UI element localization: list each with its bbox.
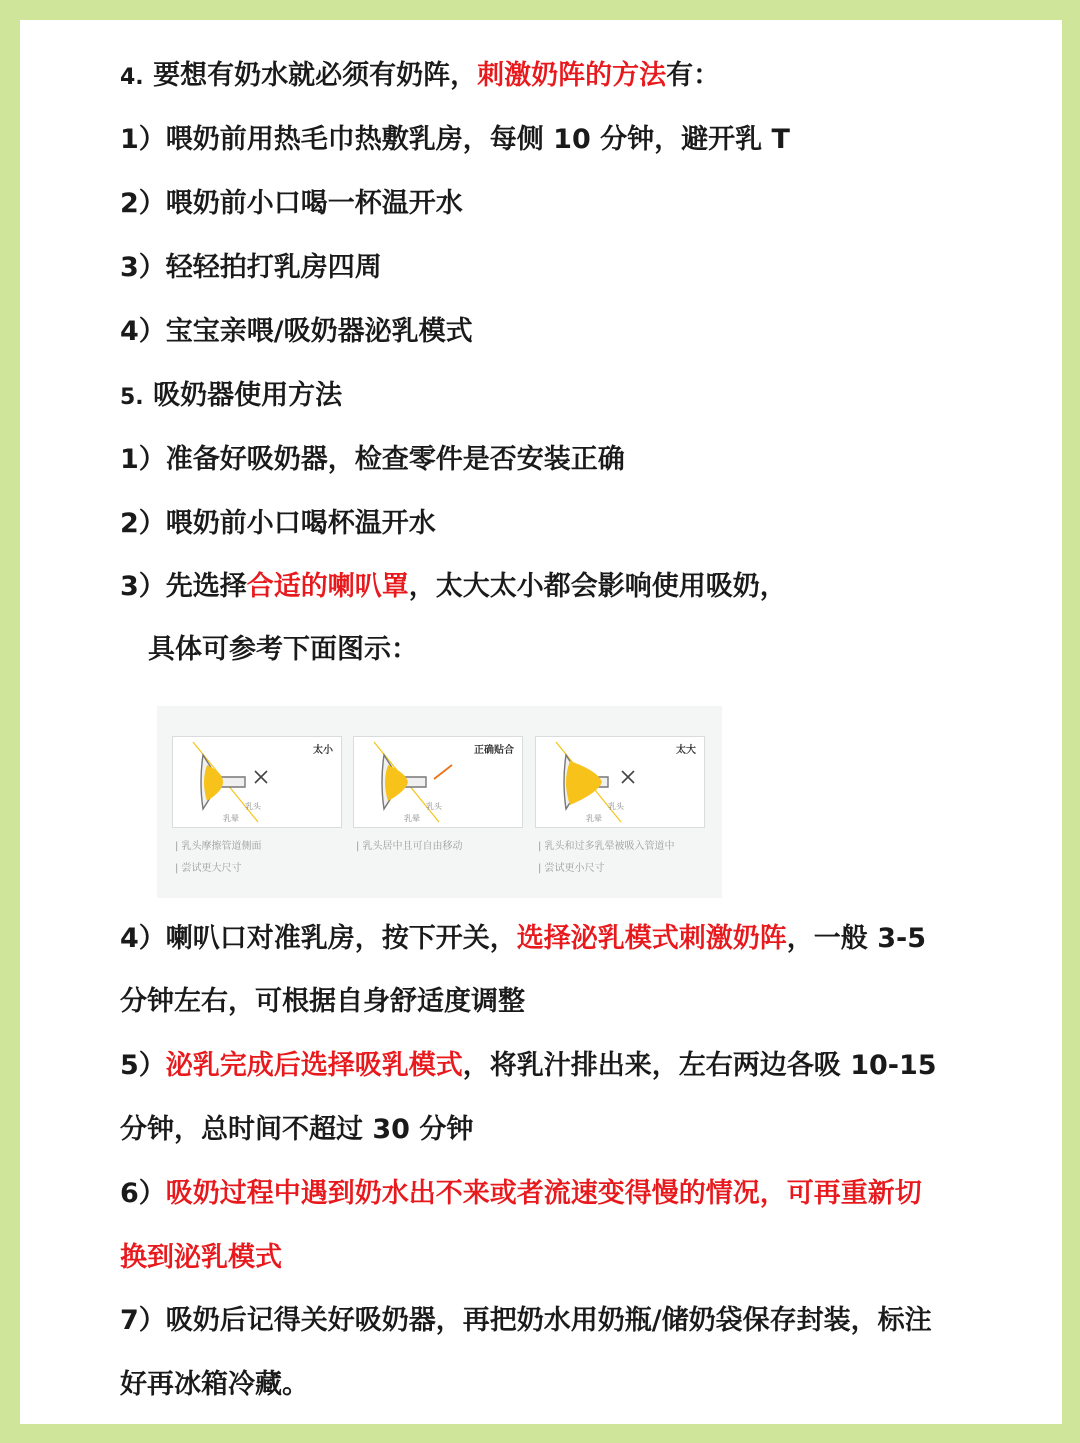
caption-too-big-line-1: | 乳头和过多乳晕被吸入管道中 [538,841,675,852]
item-3-highlight: 合适的喇叭罩 [246,571,409,602]
section-4-title-end: 有： [666,60,721,91]
item-3-text: 3）先选择 [120,571,247,602]
section-4-heading [120,58,720,96]
label-areola: 乳晕 [223,814,239,823]
section-4-item-2: 2）喂奶前小口喝一杯温开水 [120,188,463,219]
section-5-item-1: 1）准备好吸奶器，检查零件是否安装正确 [120,444,625,475]
section-5-title: 吸奶器使用方法 [153,380,343,411]
fit-panel-correct [353,736,523,828]
caption-too-small-line-2: | 尝试更大尺寸 [175,863,242,874]
section-5-item-7: 7）吸奶后记得关好吸奶器，再把奶水用奶瓶/储奶袋保存封装，标注 [120,1305,932,1336]
item-4-highlight: 选择泌乳模式刺激奶阵 [516,923,787,954]
item-4-text: 4）喇叭口对准乳房，按下开关， [120,923,517,954]
fit-panel-too-small [172,736,342,828]
caption-too-small-line-1: | 乳头摩擦管道侧面 [175,841,262,852]
item-5-text: 5） [120,1050,166,1081]
label-nipple: 乳头 [608,802,624,811]
item-6-highlight: 吸奶过程中遇到奶水出不来或者流速变得慢的情况，可再重新切 [165,1178,922,1209]
caption-too-big [538,836,675,880]
section-5-item-4-cont: 分钟左右，可根据自身舒适度调整 [120,986,525,1017]
section-5-item-7-cont: 好再冰箱冷藏。 [120,1369,309,1400]
breast-shield-fit-figure [157,706,722,898]
section-5-item-5 [120,1048,937,1084]
section-4-title-highlight: 刺激奶阵的方法 [477,60,667,91]
label-nipple: 乳头 [245,802,261,811]
section-5-item-2: 2）喂奶前小口喝杯温开水 [120,508,436,539]
caption-too-big-line-2: | 尝试更小尺寸 [538,863,605,874]
caption-correct-line-1: | 乳头居中且可自由移动 [356,841,463,852]
label-nipple: 乳头 [426,802,442,811]
item-5-highlight: 泌乳完成后选择吸乳模式 [165,1050,463,1081]
section-5-item-4 [120,921,926,957]
section-4-title: 要想有奶水就必须有奶阵， [153,60,478,91]
section-4-item-3: 3）轻轻拍打乳房四周 [120,252,382,283]
label-areola: 乳晕 [404,814,420,823]
item-6-text: 6） [120,1178,166,1209]
section-5-number: 5. [120,385,144,410]
section-5-heading [120,378,342,416]
panel-title-too-big: 太大 [676,745,696,756]
panel-title-too-small: 太小 [313,745,333,756]
label-areola: 乳晕 [586,814,602,823]
section-4-item-4: 4）宝宝亲喂/吸奶器泌乳模式 [120,316,473,347]
section-5-item-5-cont: 分钟，总时间不超过 30 分钟 [120,1114,474,1145]
section-5-item-6-cont: 换到泌乳模式 [120,1242,282,1273]
panel-title-correct: 正确贴合 [474,745,514,756]
section-4-number: 4. [120,65,144,90]
item-3-text-end: ，太大太小都会影响使用吸奶， [408,571,787,602]
fit-panel-too-big [535,736,705,828]
section-5-item-6 [120,1176,922,1212]
section-4-item-1: 1）喂奶前用热毛巾热敷乳房，每侧 10 分钟，避开乳 T [120,124,790,155]
section-5-item-3 [120,569,787,605]
caption-too-small [175,836,262,880]
caption-correct [356,836,463,858]
item-5-text-end: ，将乳汁排出来，左右两边各吸 10-15 [462,1050,937,1081]
section-5-item-3-cont: 具体可参考下面图示： [148,634,418,665]
item-4-text-end: ，一般 3-5 [786,923,926,954]
